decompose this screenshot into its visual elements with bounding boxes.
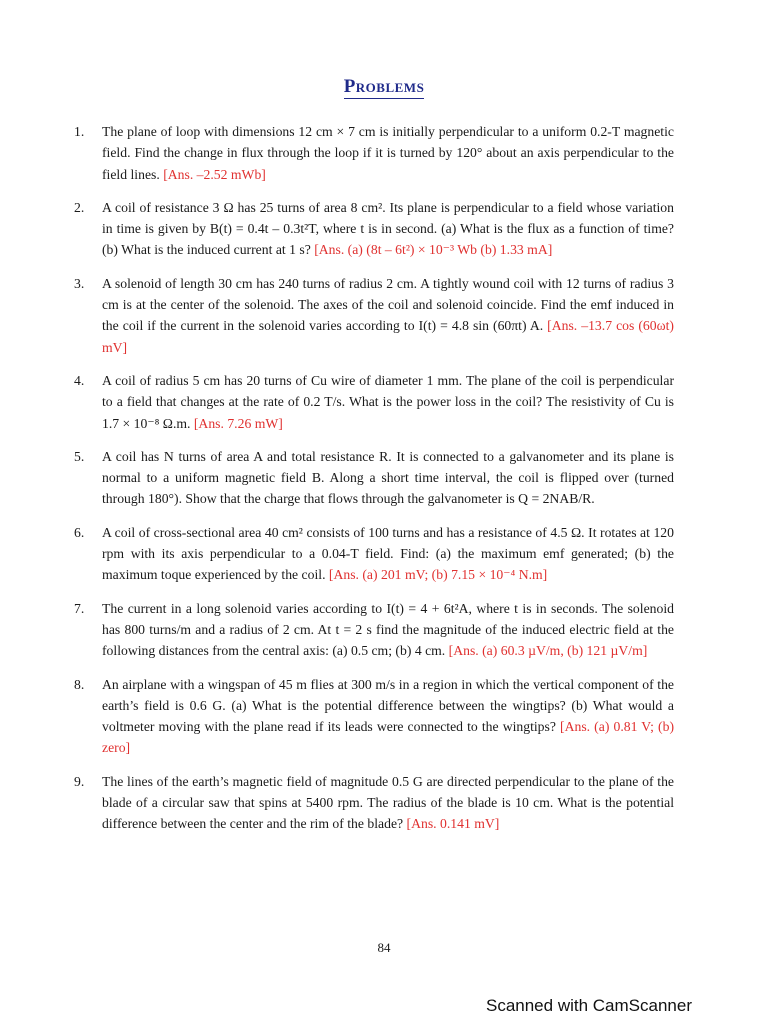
problem-item [74, 446, 674, 510]
problem-number: 5. [74, 448, 85, 464]
problem-answer: [Ans. (a) 60.3 µV/m, (b) 121 µV/m] [448, 643, 648, 659]
problem-text: A coil of cross-sectional area 40 cm² consists of 100 turns and has a resistance of 4.5 Ω. It rotates at 120 rpm with its axis perpendicular to a 0.04-T field. Find: (a) the maximum emf generated; (b) the maximum toque experienced by the coil. [102, 524, 674, 583]
problem-number: 9. [74, 773, 85, 789]
problem-text: A coil of radius 5 cm has 20 turns of Cu wire of diameter 1 mm. The plane of the coil is perpendicular to a field that changes at the rate of 0.2 T/s. What is the power loss in the coil? The resistivity of Cu is 1.7 × 10⁻⁸ Ω.m. [102, 372, 674, 431]
problem-text: A coil has N turns of area A and total resistance R. It is connected to a galvanometer and its plane is normal to a uniform magnetic field B. Along a short time interval, the coil is flipped over (turned through 180°). Show that the charge that flows through the galvanometer is Q = 2NAB/R. [102, 448, 674, 507]
problem-answer: [Ans. 7.26 mW] [193, 415, 283, 431]
problem-text: A coil of resistance 3 Ω has 25 turns of area 8 cm². Its plane is perpendicular to a field whose variation in time is given by B(t) = 0.4t – 0.3t²T, where t is in second. (a) What is the flux as a function of time? (b) What is the induced current at 1 s? [102, 199, 674, 258]
problem-number: 8. [74, 676, 85, 692]
problem-text: The plane of loop with dimensions 12 cm × 7 cm is initially perpendicular to a uniform 0.2-T magnetic field. Find the change in flux through the loop if it is turned by 120° about an axis perpendicular to the field lines. [102, 124, 674, 182]
problem-list [74, 121, 674, 847]
problem-text: The lines of the earth’s magnetic field of magnitude 0.5 G are directed perpendicular to the plane of the blade of a circular saw that spins at 5400 rpm. The radius of the blade is 10 cm. What is the potential difference between the center and the rim of the blade? [102, 773, 674, 832]
problem-number: 7. [74, 600, 85, 616]
problem-item [74, 273, 674, 358]
problem-answer: [Ans. (a) (8t – 6t²) × 10⁻³ Wb (b) 1.33 mA] [314, 242, 553, 258]
problem-answer: [Ans. (a) 201 mV; (b) 7.15 × 10⁻⁴ N.m] [328, 567, 548, 583]
problem-item [74, 771, 674, 835]
problem-number: 4. [74, 372, 85, 388]
problem-text: An airplane with a wingspan of 45 m flies at 300 m/s in a region in which the vertical component of the earth’s field is 0.6 G. (a) What is the potential difference between the wingtips? (b) What would a voltmeter moving with the plane read if its leads were connected to the wingtips? [102, 676, 674, 735]
scanner-watermark: Scanned with CamScanner [485, 996, 692, 1015]
problem-number: 1. [74, 124, 85, 139]
problem-number: 2. [74, 199, 85, 215]
problem-item [74, 121, 674, 185]
problem-item [74, 197, 674, 261]
problem-item [74, 522, 674, 586]
page-number: 84 [377, 940, 391, 955]
problem-answer: [Ans. –13.7 cos (60ωt) mV] [102, 318, 674, 355]
problem-answer: [Ans. 0.141 mV] [406, 816, 500, 832]
problem-item [74, 674, 674, 759]
problem-number: 3. [74, 275, 85, 291]
problem-item [74, 598, 674, 662]
problem-number: 6. [74, 524, 85, 540]
problem-text: The current in a long solenoid varies according to I(t) = 4 + 6t²A, where t is in seconds. The solenoid has 800 turns/m and a radius of 2 cm. At t = 2 s find the magnitude of the induced electric field at the following distances from the central axis: (a) 0.5 cm; (b) 4 cm. [102, 600, 674, 659]
page-title: Problems [343, 76, 425, 97]
problem-answer: [Ans. –2.52 mWb] [163, 166, 266, 182]
problem-answer: [Ans. (a) 0.81 V; (b) zero] [102, 719, 675, 756]
problem-text: A solenoid of length 30 cm has 240 turns of radius 2 cm. A tightly wound coil with 12 turns of radius 3 cm is at the center of the solenoid. The axes of the coil and solenoid coincide. Find the emf induced in the coil if the current in the solenoid varies according to I(t) = 4.8 sin (60πt) A. [102, 275, 674, 334]
problem-item [74, 370, 674, 434]
